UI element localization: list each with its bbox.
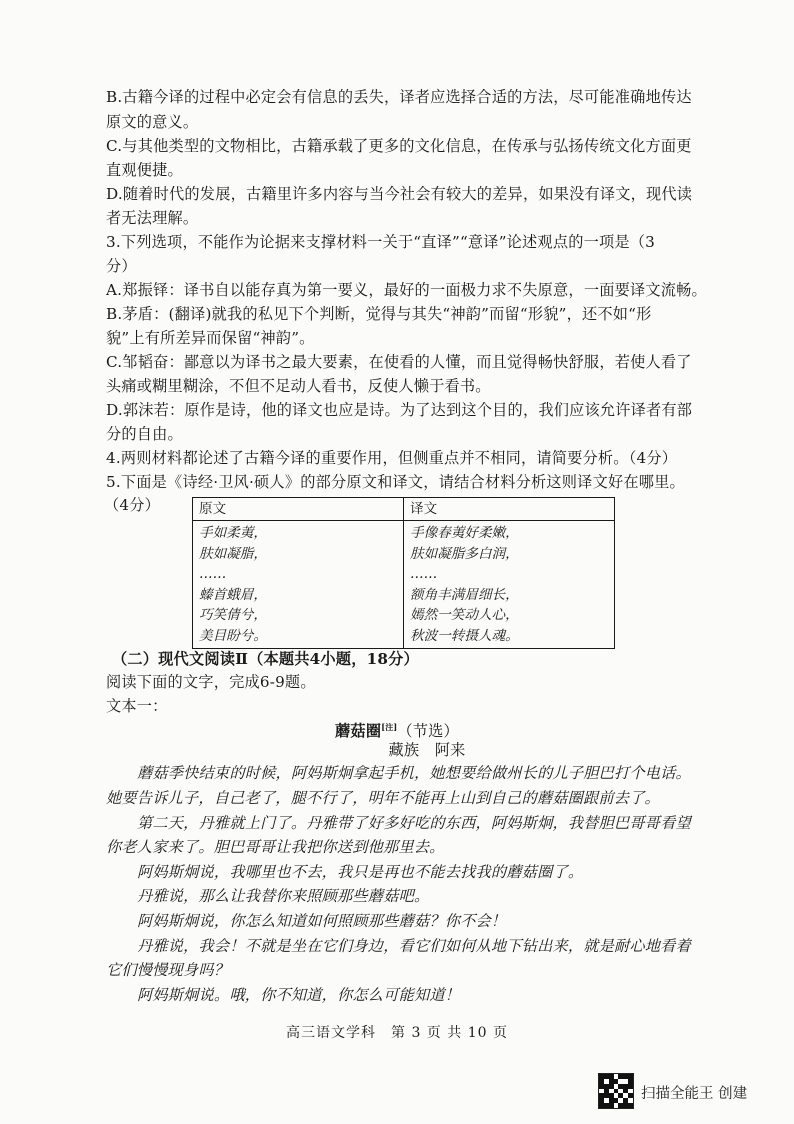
original-column: [193, 521, 404, 649]
translation-line: 秋波一转摄人魂。: [410, 627, 519, 644]
original-line: 螓首蛾眉，: [199, 586, 267, 603]
page-footer: 高三语文学科 第 3 页 共 10 页: [286, 1025, 508, 1041]
original-line: 巧笑倩兮，: [199, 607, 267, 623]
paragraph-2-line1: 第二天，丹雅就上门了。丹雅带了好多好吃的东西，阿妈斯炯，我替胆巴哥哥看望: [137, 814, 691, 832]
paragraph-2-line2: 你老人家来了。胆巴哥哥让我把你送到他那里去。: [106, 838, 445, 856]
text-one-label: 文本一：: [106, 697, 168, 715]
question-3-option-a: A.郑振铎：译书自以能存真为第一要义，最好的一面极力求不失原意，一面要译文流畅。: [106, 281, 707, 299]
paragraph-7: 阿妈斯炯说。哦，你不知道，你怎么可能知道！: [137, 986, 461, 1004]
question-5-points: （4分）: [104, 496, 161, 514]
qr-code-icon: [598, 1073, 634, 1109]
header-original: 原文: [193, 498, 404, 521]
section-heading: （二）现代文阅读Ⅱ（本题共4小题，18分）: [112, 650, 419, 668]
question-3-option-d-line2: 分的自由。: [106, 425, 183, 443]
paragraph-6-line1: 丹雅说，我会！不就是坐在它们身边，看它们如何从地下钻出来，就是耐心地看着: [137, 937, 691, 955]
question-3-option-d-line1: D.郭沫若：原作是诗，他的译文也应是诗。为了达到这个目的，我们应该允许译者有部: [106, 401, 693, 419]
header-translation: 译文: [404, 498, 615, 521]
option-b-line1: B.古籍今译的过程中必定会有信息的丢失，译者应选择合适的方法，尽可能准确地传达: [106, 88, 692, 106]
paragraph-1-line1: 蘑菇季快结束的时候，阿妈斯炯拿起手机，她想要给做州长的儿子胆巴打个电话。: [137, 764, 691, 782]
original-line: 肤如凝脂，: [199, 545, 267, 562]
question-4: 4.两则材料都论述了古籍今译的重要作用，但侧重点并不相同，请简要分析。（4分）: [106, 449, 678, 467]
article-title-note: [注]: [381, 722, 398, 732]
poem-comparison-table: [192, 497, 615, 649]
question-3-option-b-line2: 貌”上有所差异而保留“神韵”。: [106, 329, 315, 347]
paragraph-1-line2: 她要告诉儿子，自己老了，腿不行了，明年不能再上山到自己的蘑菇圈跟前去了。: [106, 789, 660, 807]
translation-column: [404, 521, 615, 649]
question-3-stem-cont: 分）: [106, 257, 137, 275]
reading-instruction: 阅读下面的文字，完成6-9题。: [106, 673, 316, 691]
question-3-stem: 3.下列选项，不能作为论据来支撑材料一关于“直译”“意译”论述观点的一项是（3: [106, 233, 656, 251]
translation-line: 肤如凝脂多白润，: [410, 545, 519, 562]
article-author: 藏族 阿来: [388, 741, 466, 759]
paragraph-5: 阿妈斯炯说，你怎么知道如何照顾那些蘑菇？你不会！: [137, 912, 507, 930]
translation-line: 手像春荑好柔嫩，: [410, 525, 519, 541]
translation-line: ……: [410, 566, 438, 582]
question-3-option-c-line1: C.邹韬奋：鄙意以为译书之最大要素，在使看的人懂，而且觉得畅快舒服，若使人看了: [106, 353, 692, 371]
option-d-line1: D.随着时代的发展，古籍里许多内容与当今社会有较大的差异，如果没有译文，现代读: [106, 185, 693, 203]
option-d-line2: 者无法理解。: [106, 209, 199, 227]
translation-line: 嫣然一笑动人心，: [410, 607, 519, 623]
original-line: 手如柔荑，: [199, 525, 267, 541]
article-title-suffix: （节选）: [397, 722, 459, 741]
question-3-option-c-line2: 头痛或糊里糊涂，不但不足动人看书，反使人懒于看书。: [106, 377, 491, 395]
paragraph-4: 丹雅说，那么让我替你来照顾那些蘑菇吧。: [137, 887, 430, 905]
scanner-brand-label: 扫描全能王 创建: [641, 1086, 748, 1102]
original-line: 美目盼兮。: [199, 627, 267, 644]
original-line: ……: [199, 566, 227, 582]
article-title-text: 蘑菇圈: [335, 722, 382, 741]
option-b-line2: 原文的意义。: [106, 113, 199, 131]
paragraph-6-line2: 它们慢慢现身吗？: [106, 961, 230, 979]
question-5-stem: 5.下面是《诗经·卫风·硕人》的部分原文和译文，请结合材料分析这则译文好在哪里。: [106, 473, 685, 491]
paragraph-3: 阿妈斯炯说，我哪里也不去，我只是再也不能去找我的蘑菇圈了。: [137, 863, 584, 881]
question-3-option-b-line1: B.茅盾：(翻译)就我的私见下个判断，觉得与其失“神韵”而留“形貌”，还不如“形: [106, 305, 652, 323]
option-c-line2: 直观便捷。: [106, 161, 183, 179]
translation-line: 额角丰满眉细长，: [410, 586, 519, 603]
option-c-line1: C.与其他类型的文物相比，古籍承载了更多的文化信息，在传承与弘扬传统文化方面更: [106, 137, 692, 155]
